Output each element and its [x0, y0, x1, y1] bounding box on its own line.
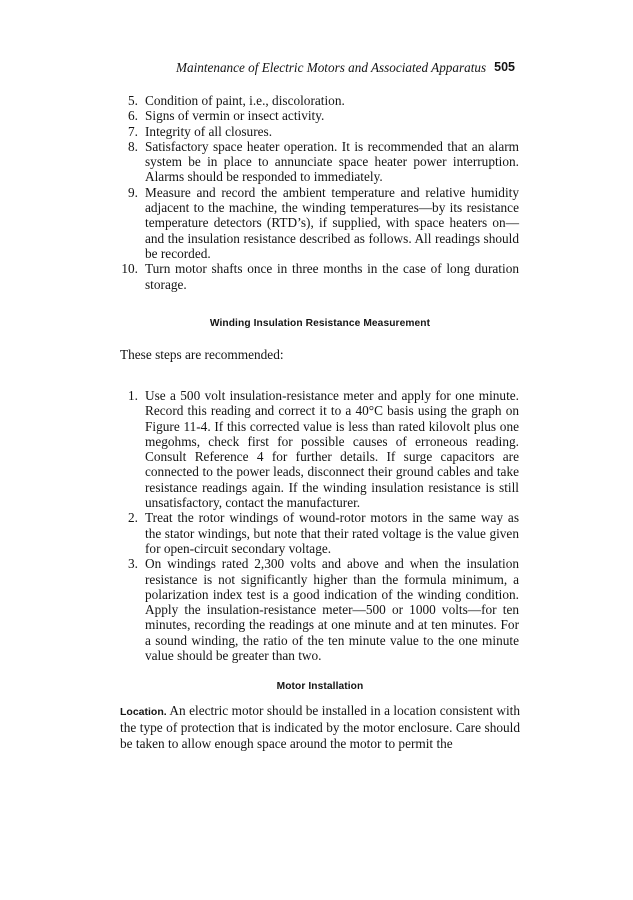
item-number: 3. — [128, 556, 138, 572]
item-text: Signs of vermin or insect activity. — [145, 108, 325, 124]
item-text: Treat the rotor windings of wound-rotor motors in the same way as the stator windings, but note that their rated voltage is the value given for open-circuit secondary voltage. — [145, 510, 519, 556]
item-text: Use a 500 volt insulation-resistance meter and apply for one minute. Record this reading and correct it to a 40°C basis using the graph on Figure 11-4. If this corrected value is less than rated kilovolt plus one megohms, check first for possible causes of erroneous reading. Consult Reference 4 for further details. If surge capacitors are connected to the power leads, disconnect their ground cables and take resistance readings again. If the winding insulation resistance is still unsatisfactory, contact the manufacturer. — [145, 388, 519, 511]
list-item — [0, 124, 633, 139]
section-heading-motor-installation: Motor Installation — [276, 681, 364, 692]
list-item — [0, 388, 633, 510]
location-paragraph — [120, 703, 520, 751]
list-item — [0, 510, 633, 556]
item-text: Turn motor shafts once in three months in the case of long duration storage. — [145, 261, 519, 292]
item-text: Satisfactory space heater operation. It is recommended that an alarm system be in place to annunciate space heater power interruption. Alarms should be responded to immediately. — [145, 138, 519, 185]
item-number: 5. — [128, 93, 138, 108]
list-item — [0, 93, 633, 108]
list-item — [0, 108, 633, 123]
list-item — [0, 185, 633, 261]
item-number: 10. — [121, 261, 138, 277]
running-head-title: Maintenance of Electric Motors and Associated Apparatus — [176, 60, 487, 75]
item-text: Condition of paint, i.e., discoloration. — [145, 93, 345, 108]
item-number: 2. — [128, 510, 138, 526]
item-number: 8. — [128, 138, 138, 154]
winding-steps-list — [0, 388, 633, 663]
list-item — [0, 261, 633, 292]
item-text: On windings rated 2,300 volts and above and when the insulation resistance is not significantly higher than the formula minimum, a polarization index test is a good indication of the winding condition. Apply the insulation-resistance meter—500 or 1000 volts—for ten minutes, recording the readings at one minute and at ten minutes. For a sound winding, the ratio of the ten minute value to the one minute value should be greater than two. — [145, 556, 519, 664]
item-number: 7. — [128, 123, 138, 139]
item-number: 9. — [128, 184, 138, 200]
section-heading-winding-insulation: Winding Insulation Resistance Measurement — [209, 318, 431, 329]
item-number: 6. — [128, 108, 138, 124]
page-number: 505 — [494, 60, 515, 74]
runin-heading: Location. — [120, 706, 167, 718]
location-text: An electric motor should be installed in a location consistent with the type of protection that is indicated by the motor enclosure. Care should be taken to allow enough space around the motor to permit the — [120, 703, 520, 751]
item-text: Integrity of all closures. — [145, 123, 273, 139]
list-item — [0, 139, 633, 185]
item-number: 1. — [128, 388, 138, 403]
list-item — [0, 556, 633, 663]
intro-paragraph: These steps are recommended: — [120, 347, 284, 362]
item-text: Measure and record the ambient temperature and relative humidity adjacent to the machine, the winding temperatures—by its resistance temperature detectors (RTD’s), if supplied, with space heaters on—and the insulation resistance described as follows. All readings should be recorded. — [145, 184, 519, 261]
storage-checklist — [0, 93, 633, 292]
